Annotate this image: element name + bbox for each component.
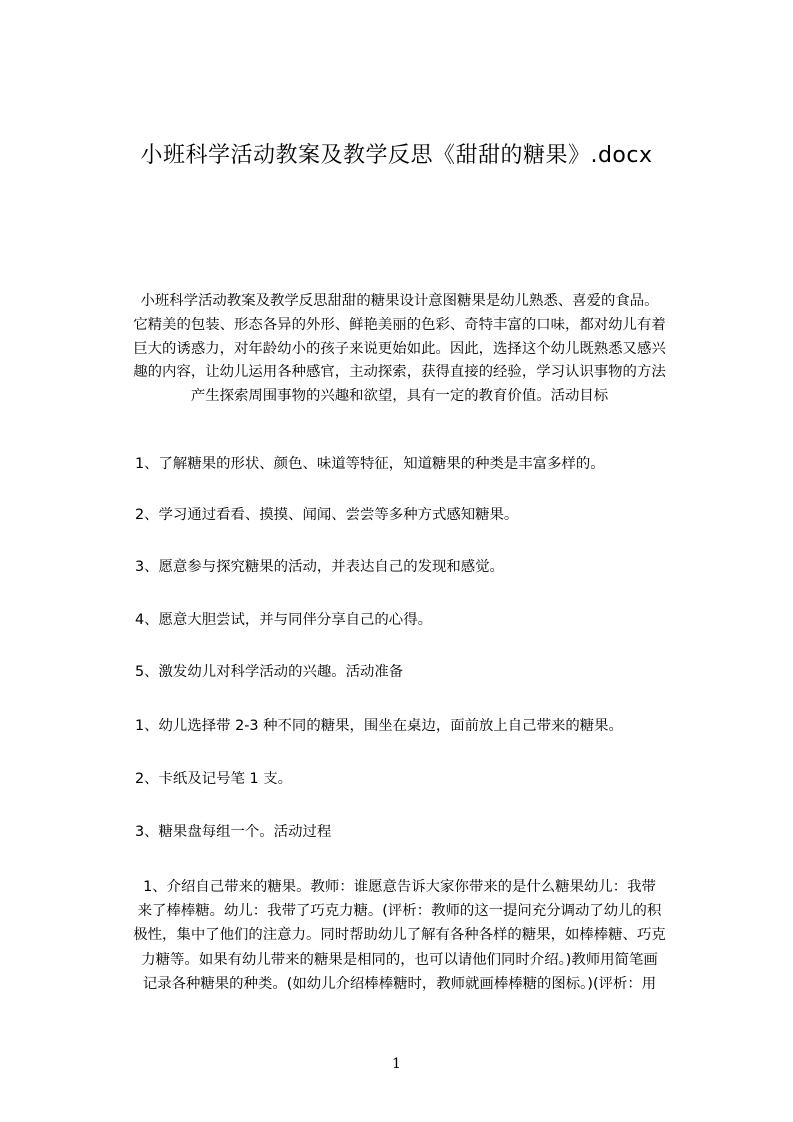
goal-item-5: 5、激发幼儿对科学活动的兴趣。活动准备 xyxy=(135,664,404,680)
intro-line: 巨大的诱惑力，对年龄幼小的孩子来说更始如此。因此，选择这个幼儿既熟悉又感兴 xyxy=(133,340,666,357)
preparation-item-2: 2、卡纸及记号笔 1 支。 xyxy=(135,771,292,787)
intro-line: 趣的内容，让幼儿运用各种感官，主动探索，获得直接的经验，学习认识事物的方法 xyxy=(133,364,666,381)
goal-item-4: 4、愿意大胆尝试，并与同伴分享自己的心得。 xyxy=(135,612,432,628)
goal-item-2: 2、学习通过看看、摸摸、闻闻、尝尝等多种方式感知糖果。 xyxy=(135,507,519,523)
page-number: 1 xyxy=(392,1056,401,1072)
preparation-item-3: 3、糖果盘每组一个。活动过程 xyxy=(135,824,332,840)
process-line: 1、介绍自己带来的糖果。教师：谁愿意告诉大家你带来的是什么糖果幼儿：我带 xyxy=(143,879,656,895)
process-line: 来了棒棒糖。幼儿：我带了巧克力糖。(评析：教师的这一提问充分调动了幼儿的积 xyxy=(137,903,662,920)
goal-item-3: 3、愿意参与探究糖果的活动，并表达自己的发现和感觉。 xyxy=(135,559,504,575)
intro-line: 小班科学活动教案及教学反思甜甜的糖果设计意图糖果是幼儿熟悉、喜爱的食品。 xyxy=(140,293,659,309)
process-paragraph xyxy=(92,875,707,996)
preparation-item-1: 1、幼儿选择带 2-3 种不同的糖果，围坐在桌边，面前放上自己带来的糖果。 xyxy=(135,718,623,734)
intro-line: 产生探索周围事物的兴趣和欲望，具有一定的教育价值。活动目标 xyxy=(190,388,609,405)
intro-line: 它精美的包装、形态各异的外形、鲜艳美丽的色彩、奇特丰富的口味，都对幼儿有着 xyxy=(133,316,666,333)
process-line: 记录各种糖果的种类。(如幼儿介绍棒棒糖时，教师就画棒棒糖的图标。)(评析：用 xyxy=(142,975,657,992)
document-title: 小班科学活动教案及教学反思《甜甜的糖果》.docx xyxy=(140,143,653,168)
process-line: 力糖等。如果有幼儿带来的糖果是相同的，也可以请他们同时介绍。)教师用简笔画 xyxy=(141,951,658,968)
intro-paragraph xyxy=(92,290,707,409)
process-line: 极性，集中了他们的注意力。同时帮助幼儿了解有各种各样的糖果，如棒棒糖、巧克 xyxy=(133,927,666,944)
goal-item-1: 1、了解糖果的形状、颜色、味道等特征，知道糖果的种类是丰富多样的。 xyxy=(135,456,605,472)
